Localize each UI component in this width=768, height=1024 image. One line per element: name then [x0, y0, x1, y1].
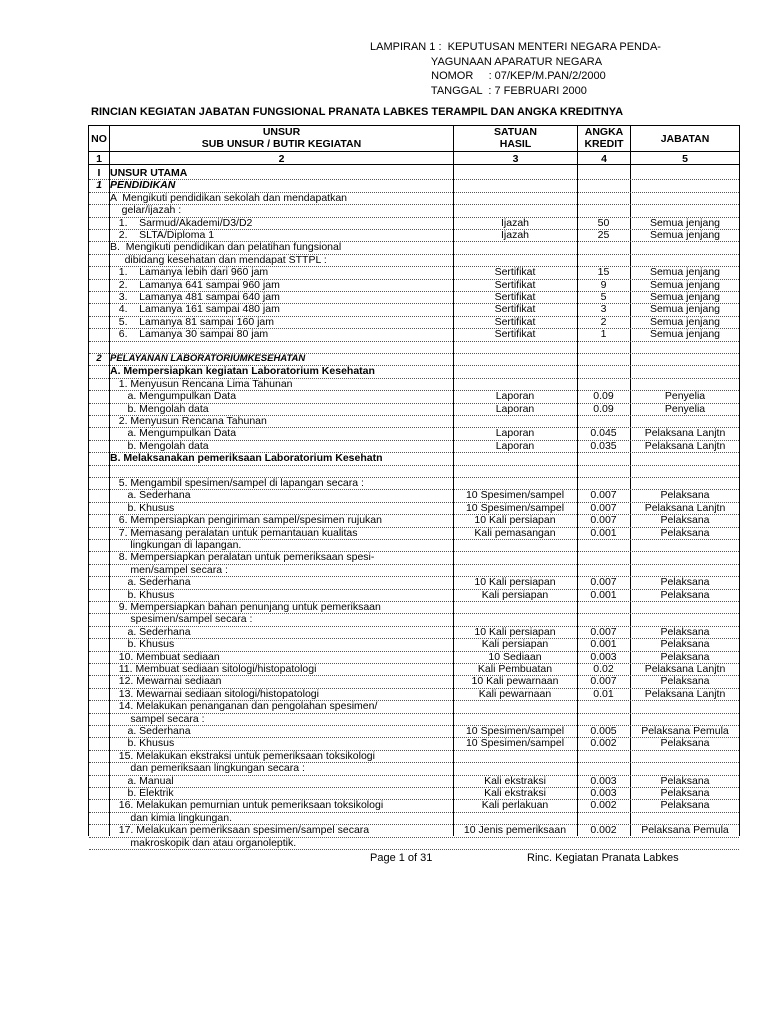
- table-row: [89, 725, 739, 738]
- row-angka-kredit: 0.002: [590, 799, 617, 812]
- table-row: [89, 787, 739, 800]
- row-activity: 2. SLTA/Diploma 1: [110, 229, 215, 241]
- header-divider: [89, 164, 739, 165]
- table-row: [89, 204, 739, 217]
- table-row: [89, 341, 739, 354]
- header-sub-unsur: SUB UNSUR / BUTIR KEGIATAN: [201, 138, 362, 150]
- row-angka-kredit: 0.007: [590, 576, 617, 589]
- row-activity: 6. Lamanya 30 sampai 80 jam: [110, 328, 269, 341]
- table-row: [89, 688, 739, 701]
- row-angka-kredit: 0.007: [590, 489, 617, 502]
- row-angka-kredit: 0.003: [590, 787, 617, 799]
- row-angka-kredit: 0.045: [590, 427, 617, 440]
- table-row: [89, 564, 739, 577]
- row-satuan-hasil: 10 Sediaan: [488, 650, 542, 663]
- table-row: [89, 279, 739, 292]
- row-satuan-hasil: Kali ekstraksi: [484, 787, 546, 799]
- row-activity: men/sampel secara :: [110, 563, 228, 576]
- table-row: [89, 254, 739, 267]
- row-jabatan: Pelaksana Lanjtn: [644, 439, 726, 452]
- row-activity: A Mengikuti pendidikan sekolah dan mendapatkan: [110, 191, 347, 204]
- row-satuan-hasil: Kali persiapan: [481, 638, 549, 651]
- row-activity: 6. Mempersiapkan pengiriman sampel/spesimen rujukan: [110, 514, 382, 527]
- row-satuan-hasil: Laporan: [495, 427, 535, 440]
- row-activity: 16. Melakukan pemurnian untuk pemeriksaan toksikologi: [110, 799, 384, 812]
- row-jabatan: Pelaksana: [660, 588, 710, 601]
- row-activity: PELAYANAN LABORATORIUMKESEHATAN: [110, 353, 306, 364]
- row-activity: 12. Mewarnai sediaan: [110, 675, 222, 688]
- table-row: [89, 427, 739, 440]
- row-angka-kredit: 0.02: [593, 663, 614, 675]
- header-satuan: SATUAN: [494, 126, 537, 138]
- page-number: Page 1 of 31: [370, 852, 433, 864]
- row-satuan-hasil: Sertifikat: [494, 315, 536, 328]
- table-row: [89, 613, 739, 626]
- table-row: [89, 378, 739, 391]
- table-row: [89, 675, 739, 688]
- row-jabatan: Pelaksana: [660, 638, 710, 651]
- row-activity: b. Mengolah data: [110, 439, 209, 452]
- row-satuan-hasil: Ijazah: [500, 216, 530, 229]
- table-row: [89, 390, 739, 403]
- row-jabatan: Pelaksana: [660, 737, 710, 750]
- table-row: [89, 651, 739, 664]
- row-number: 2: [96, 353, 102, 364]
- header-number-1: 1: [96, 153, 102, 165]
- table-row: [89, 799, 739, 812]
- row-jabatan: Semua jenjang: [649, 291, 721, 303]
- table-row: [89, 527, 739, 540]
- table-row: [89, 824, 739, 837]
- row-activity: A. Mempersiapkan kegiatan Laboratorium Kesehatan: [110, 365, 375, 378]
- row-activity: UNSUR UTAMA: [110, 167, 188, 179]
- row-satuan-hasil: 10 Spesimen/sampel: [465, 501, 565, 514]
- table-row: [89, 551, 739, 564]
- row-satuan-hasil: Kali pemasangan: [474, 526, 556, 539]
- row-number: I: [97, 167, 101, 179]
- table-row: [89, 750, 739, 763]
- row-activity: a. Sederhana: [110, 576, 191, 589]
- row-jabatan: Semua jenjang: [649, 303, 721, 316]
- row-activity: a. Mengumpulkan Data: [110, 427, 237, 440]
- row-angka-kredit: 0.09: [593, 390, 614, 403]
- row-jabatan: Pelaksana Pemula: [641, 725, 729, 737]
- row-jabatan: Pelaksana Lanjtn: [644, 663, 726, 675]
- table-row: [89, 241, 739, 254]
- row-angka-kredit: 0.007: [590, 501, 617, 514]
- table-row: [89, 452, 739, 465]
- row-jabatan: Pelaksana: [660, 625, 710, 638]
- row-satuan-hasil: Sertifikat: [494, 266, 536, 279]
- row-jabatan: Pelaksana: [660, 526, 710, 539]
- row-satuan-hasil: 10 Kali persiapan: [474, 514, 556, 527]
- table-row: [89, 737, 739, 750]
- header-number-3: 3: [512, 153, 519, 165]
- row-jabatan: Pelaksana: [660, 650, 710, 663]
- row-activity: lingkungan di lapangan.: [110, 539, 242, 551]
- row-activity: 8. Mempersiapkan peralatan untuk pemeriksaan spesi-: [110, 551, 375, 564]
- row-angka-kredit: 50: [597, 216, 610, 229]
- table-row: [89, 514, 739, 527]
- table-row: [89, 638, 739, 651]
- row-jabatan: Pelaksana: [660, 799, 710, 812]
- row-activity: PENDIDIKAN: [110, 179, 176, 192]
- header-number-4: 4: [601, 153, 607, 165]
- row-satuan-hasil: Ijazah: [500, 229, 530, 241]
- row-activity: 4. Lamanya 161 sampai 480 jam: [110, 303, 280, 316]
- header-line-agency: YAGUNAAN APARATUR NEGARA: [370, 55, 603, 68]
- table-row: [89, 663, 739, 676]
- row-angka-kredit: 0.001: [590, 588, 617, 601]
- row-angka-kredit: 3: [600, 303, 607, 316]
- row-activity: spesimen/sampel secara :: [110, 613, 253, 626]
- row-jabatan: Semua jenjang: [649, 216, 721, 229]
- row-satuan-hasil: Sertifikat: [494, 278, 536, 291]
- table-row: [89, 465, 739, 478]
- row-satuan-hasil: Sertifikat: [494, 291, 536, 303]
- row-jabatan: Pelaksana: [660, 787, 710, 799]
- row-angka-kredit: 0.01: [593, 687, 614, 700]
- header-hasil: HASIL: [499, 138, 532, 150]
- row-jabatan: Pelaksana: [660, 489, 710, 502]
- row-jabatan: Semua jenjang: [649, 266, 721, 279]
- row-number: 1: [96, 179, 102, 192]
- row-jabatan: Pelaksana Lanjtn: [644, 687, 726, 700]
- row-activity: 13. Mewarnai sediaan sitologi/histopatologi: [110, 687, 319, 700]
- row-activity: gelar/ijazah :: [110, 204, 182, 217]
- row-activity: 1. Menyusun Rencana Lima Tahunan: [110, 377, 293, 390]
- row-activity: 17. Melakukan pemeriksaan spesimen/sampel secara: [110, 824, 370, 837]
- row-activity: 1. Sarmud/Akademi/D3/D2: [110, 216, 253, 229]
- row-angka-kredit: 0.09: [593, 402, 614, 415]
- row-angka-kredit: 0.001: [590, 638, 617, 651]
- table-row: [89, 626, 739, 639]
- row-jabatan: Penyelia: [664, 390, 706, 403]
- row-jabatan: Semua jenjang: [649, 278, 721, 291]
- row-satuan-hasil: 10 Spesimen/sampel: [465, 737, 565, 750]
- row-activity: 10. Membuat sediaan: [110, 650, 220, 663]
- row-activity: a. Sederhana: [110, 625, 191, 638]
- row-satuan-hasil: 10 Spesimen/sampel: [465, 489, 565, 502]
- table-row: [89, 502, 739, 515]
- row-satuan-hasil: Kali perlakuan: [481, 799, 549, 812]
- kegiatan-table: [88, 125, 740, 849]
- row-activity: a. Manual: [110, 774, 174, 787]
- header-divider: [89, 151, 739, 152]
- table-row: [89, 576, 739, 589]
- row-jabatan: Pelaksana Lanjtn: [644, 501, 726, 514]
- table-row: [89, 291, 739, 304]
- row-angka-kredit: 0.007: [590, 675, 617, 688]
- row-activity: 1. Lamanya lebih dari 960 jam: [110, 266, 269, 279]
- row-activity: B. Melaksanakan pemeriksaan Laboratorium Kesehatn: [110, 452, 383, 465]
- row-activity: dibidang kesehatan dan mendapat STTPL :: [110, 253, 327, 266]
- row-jabatan: Pelaksana: [660, 514, 710, 527]
- header-angka: ANGKA: [584, 126, 624, 138]
- header-unsur: UNSUR: [262, 126, 301, 138]
- row-angka-kredit: 0.001: [590, 526, 617, 539]
- row-activity: 5. Mengambil spesimen/sampel di lapangan secara :: [110, 477, 364, 489]
- table-row: [89, 266, 739, 279]
- row-activity: 2. Lamanya 641 sampai 960 jam: [110, 278, 280, 291]
- row-angka-kredit: 0.007: [590, 514, 617, 527]
- row-jabatan: Semua jenjang: [649, 328, 721, 341]
- row-jabatan: Pelaksana Pemula: [641, 824, 729, 837]
- table-row: [89, 489, 739, 502]
- row-jabatan: Pelaksana: [660, 576, 710, 589]
- row-activity: b. Khusus: [110, 638, 175, 651]
- row-activity: 3. Lamanya 481 sampai 640 jam: [110, 291, 280, 303]
- table-row: [89, 539, 739, 552]
- header-line-nomor: NOMOR : 07/KEP/M.PAN/2/2000: [370, 70, 606, 82]
- header-kredit: KREDIT: [584, 138, 624, 150]
- table-row: [89, 365, 739, 378]
- row-activity: b. Elektrik: [110, 787, 174, 799]
- document-title: RINCIAN KEGIATAN JABATAN FUNGSIONAL PRANATA LABKES TERAMPIL DAN ANGKA KREDITNYA: [91, 106, 624, 118]
- row-jabatan: Pelaksana: [660, 774, 710, 787]
- header-number-5: 5: [682, 153, 688, 165]
- row-activity: B. Mengikuti pendidikan dan pelatihan fungsional: [110, 241, 342, 254]
- table-row: [89, 328, 739, 341]
- row-angka-kredit: 9: [600, 278, 607, 291]
- table-row: [89, 179, 739, 192]
- table-row: [89, 167, 739, 180]
- row-activity: makroskopik dan atau organoleptik.: [110, 836, 297, 849]
- table-row: [89, 415, 739, 428]
- row-activity: dan pemeriksaan lingkungan secara :: [110, 762, 305, 775]
- row-angka-kredit: 0.002: [590, 824, 617, 837]
- row-activity: b. Khusus: [110, 501, 175, 514]
- row-activity: 15. Melakukan ekstraksi untuk pemeriksaan toksikologi: [110, 749, 375, 762]
- row-satuan-hasil: Laporan: [495, 390, 535, 403]
- table-row: [89, 440, 739, 453]
- row-activity: 14. Melakukan penanganan dan pengolahan spesimen/: [110, 700, 378, 713]
- row-satuan-hasil: Kali Pembuatan: [477, 663, 553, 675]
- row-angka-kredit: 0.002: [590, 737, 617, 750]
- row-activity: b. Khusus: [110, 737, 175, 750]
- header-no: NO: [91, 133, 107, 145]
- header-jabatan: JABATAN: [660, 133, 710, 145]
- row-jabatan: Semua jenjang: [649, 315, 721, 328]
- row-angka-kredit: 0.003: [590, 650, 617, 663]
- row-activity: 11. Membuat sediaan sitologi/histopatologi: [110, 663, 317, 675]
- table-row: [89, 192, 739, 205]
- footer-document-name: Rinc. Kegiatan Pranata Labkes: [527, 852, 679, 864]
- table-row: [89, 229, 739, 242]
- row-jabatan: Semua jenjang: [649, 229, 721, 241]
- row-satuan-hasil: 10 Kali persiapan: [474, 576, 556, 589]
- row-satuan-hasil: 10 Spesimen/sampel: [465, 725, 565, 737]
- row-angka-kredit: 0.005: [590, 725, 617, 737]
- row-satuan-hasil: Kali ekstraksi: [484, 774, 546, 787]
- row-activity: a. Sederhana: [110, 489, 191, 502]
- row-satuan-hasil: Laporan: [495, 402, 535, 415]
- row-activity: a. Mengumpulkan Data: [110, 390, 237, 403]
- table-row: [89, 217, 739, 230]
- row-angka-kredit: 0.003: [590, 774, 617, 787]
- row-angka-kredit: 0.007: [590, 625, 617, 638]
- table-row: [89, 713, 739, 726]
- row-activity: b. Khusus: [110, 588, 175, 601]
- document-header: [370, 40, 661, 98]
- row-activity: b. Mengolah data: [110, 402, 209, 415]
- row-activity: sampel secara :: [110, 712, 205, 725]
- row-activity: 9. Mempersiapkan bahan penunjang untuk pemeriksaan: [110, 601, 381, 613]
- row-activity: 7. Memasang peralatan untuk pemantauan kualitas: [110, 526, 358, 539]
- table-row: [89, 775, 739, 788]
- row-angka-kredit: 1: [600, 328, 607, 341]
- row-jabatan: Pelaksana: [660, 675, 710, 688]
- table-row: [89, 762, 739, 775]
- table-row: [89, 353, 739, 366]
- row-satuan-hasil: Sertifikat: [494, 303, 536, 316]
- table-row: [89, 601, 739, 614]
- row-satuan-hasil: 10 Kali persiapan: [474, 625, 556, 638]
- row-satuan-hasil: Laporan: [495, 439, 535, 452]
- table-row: [89, 837, 739, 850]
- row-jabatan: Pelaksana Lanjtn: [644, 427, 726, 440]
- table-row: [89, 477, 739, 490]
- table-row: [89, 700, 739, 713]
- row-activity: dan kimia lingkungan.: [110, 811, 232, 824]
- row-angka-kredit: 5: [600, 291, 607, 303]
- table-row: [89, 403, 739, 416]
- row-satuan-hasil: 10 Jenis pemeriksaan: [463, 824, 567, 837]
- table-row: [89, 303, 739, 316]
- row-activity: 2. Menyusun Rencana Tahunan: [110, 415, 267, 427]
- row-angka-kredit: 2: [600, 315, 607, 328]
- row-satuan-hasil: Kali persiapan: [481, 588, 549, 601]
- row-angka-kredit: 0.035: [590, 439, 617, 452]
- row-activity: a. Sederhana: [110, 725, 191, 737]
- row-activity: 5. Lamanya 81 sampai 160 jam: [110, 315, 275, 328]
- header-line-lampiran: LAMPIRAN 1 : KEPUTUSAN MENTERI NEGARA PENDA-: [370, 41, 661, 53]
- table-row: [89, 589, 739, 602]
- row-satuan-hasil: 10 Kali pewarnaan: [471, 675, 559, 688]
- row-satuan-hasil: Kali pewarnaan: [478, 687, 552, 700]
- row-jabatan: Penyelia: [664, 402, 706, 415]
- row-angka-kredit: 15: [597, 266, 610, 279]
- header-line-tanggal: TANGGAL : 7 FEBRUARI 2000: [370, 84, 587, 97]
- header-number-2: 2: [278, 153, 285, 165]
- row-satuan-hasil: Sertifikat: [494, 328, 536, 341]
- table-row: [89, 316, 739, 329]
- table-row: [89, 812, 739, 825]
- row-angka-kredit: 25: [597, 229, 610, 241]
